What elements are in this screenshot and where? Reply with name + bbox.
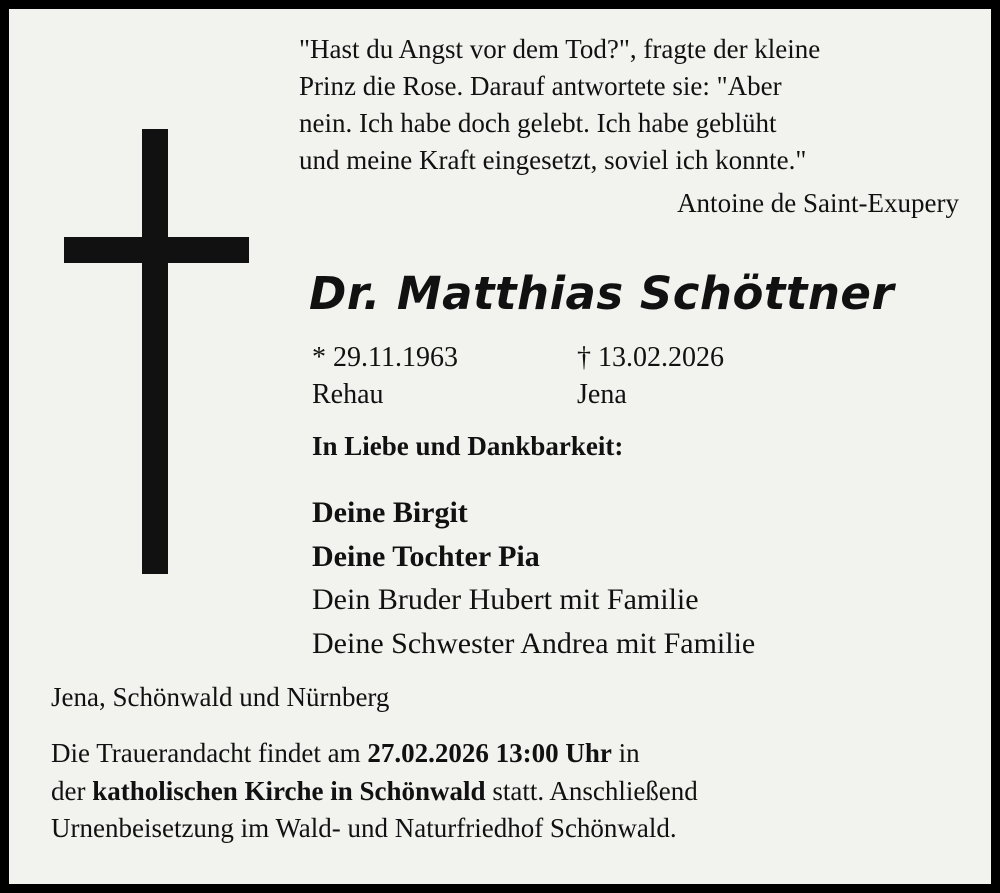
dedication-text: In Liebe und Dankbarkeit: xyxy=(312,431,624,461)
service-line-3: Urnenbeisetzung im Wald- und Naturfriedhof Schönwald. xyxy=(51,813,677,844)
service-text-2a: der xyxy=(51,775,93,806)
family-member-4: Deine Schwester Andrea mit Familie xyxy=(312,626,756,660)
birth-date-group xyxy=(312,339,577,376)
dates-row-places xyxy=(312,376,952,413)
family-member-2: Deine Tochter Pia xyxy=(312,539,540,573)
death-date: 13.02.2026 xyxy=(598,342,724,373)
family-member-3: Dein Bruder Hubert mit Familie xyxy=(312,583,699,616)
death-symbol: † xyxy=(577,342,591,373)
quote-author: Antoine de Saint-Exupery xyxy=(677,187,959,218)
quote-block xyxy=(299,31,959,222)
death-date-group xyxy=(577,339,877,376)
service-text-1c: in xyxy=(611,738,640,768)
birth-symbol: * xyxy=(312,342,326,373)
service-text-1a: Die Trauerandacht findet am xyxy=(51,738,368,768)
cross-vertical-bar xyxy=(142,129,168,574)
deceased-name: Dr. Matthias Schöttner xyxy=(309,267,895,320)
service-line-2 xyxy=(51,773,971,811)
dates-row-dates xyxy=(312,339,952,376)
family-list xyxy=(312,491,972,665)
service-info xyxy=(51,735,971,848)
service-datetime: 27.02.2026 13:00 Uhr xyxy=(367,738,612,768)
family-member-1: Deine Birgit xyxy=(312,496,468,529)
service-text-2c: statt. Anschließend xyxy=(485,775,698,806)
death-place: Jena xyxy=(577,379,627,411)
birth-place: Rehau xyxy=(312,379,384,411)
life-dates xyxy=(312,339,952,413)
places-line: Jena, Schönwald und Nürnberg xyxy=(51,682,390,712)
quote-line-2: Prinz die Rose. Darauf antwortete sie: "Aber xyxy=(299,70,782,101)
quote-line-1: "Hast du Angst vor dem Tod?", fragte der kleine xyxy=(299,34,821,64)
quote-line-3: nein. Ich habe doch gelebt. Ich habe geblüht xyxy=(299,107,777,138)
quote-line-4: und meine Kraft eingesetzt, soviel ich konnte." xyxy=(299,144,807,175)
service-location: katholischen Kirche in Schönwald xyxy=(92,775,486,806)
birth-date: 29.11.1963 xyxy=(333,342,458,373)
service-line-1 xyxy=(51,735,971,773)
cross-icon xyxy=(64,129,249,574)
cross-horizontal-bar xyxy=(64,237,249,263)
